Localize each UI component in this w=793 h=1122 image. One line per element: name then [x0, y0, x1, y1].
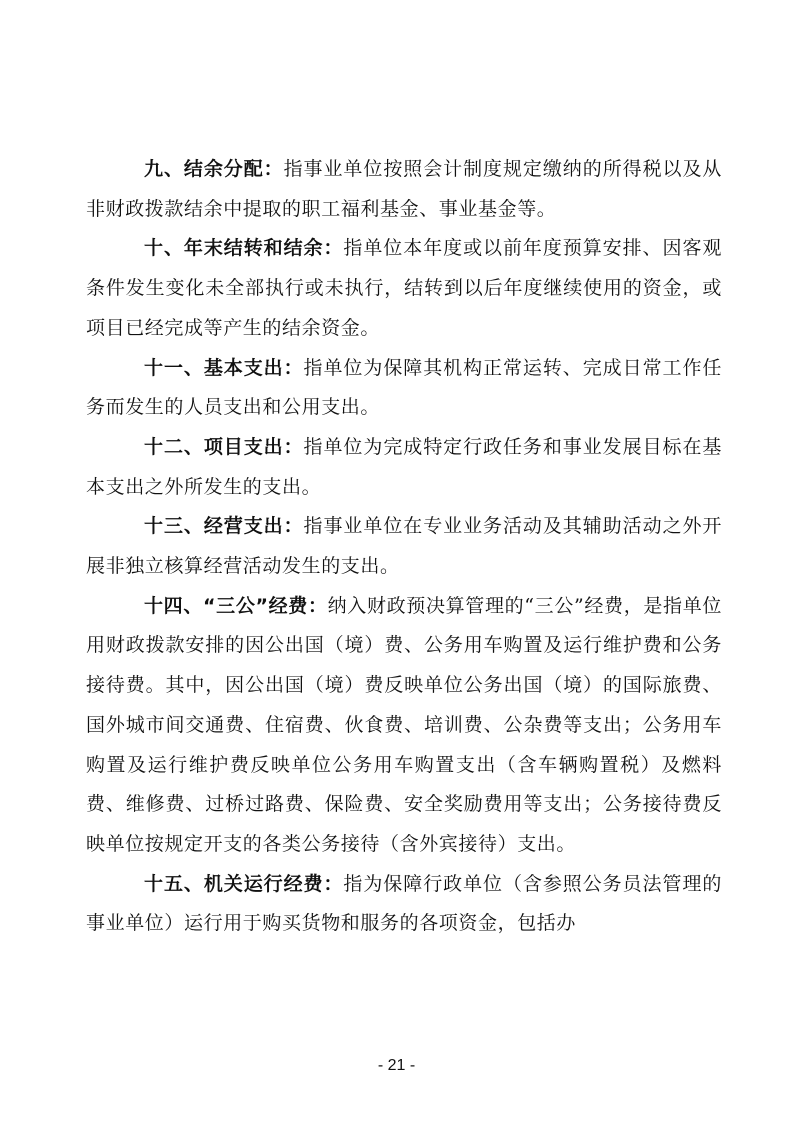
term-heading: 十、年末结转和结余：: [144, 237, 344, 260]
paragraph-text: 指为保障行政单位（含参照公务员法管理的事业单位）运行用于购买货物和服务的各项资金，包括办: [86, 872, 722, 935]
paragraph-project-expenditure: [86, 428, 722, 507]
page-number: - 21 -: [377, 1057, 416, 1074]
paragraph-text: 指单位本年度或以前年度预算安排、因客观条件发生变化未全部执行或未执行，结转到以后年度继续使用的资金，或项目已经完成等产生的结余资金。: [86, 237, 722, 339]
term-heading: 十四、“三公”经费：: [144, 594, 328, 617]
paragraph-text: 纳入财政预决算管理的“三公”经费，是指单位用财政拨款安排的因公出国（境）费、公务用车购置及运行维护费和公务接待费。其中，因公出国（境）费反映单位公务出国（境）的国际旅费、国外城市间交通费、住宿费、伙食费、培训费、公杂费等支出；公务用车购置及运行维护费反映单位公务用车购置支出（含车辆购置税）及燃料费、维修费、过桥过路费、保险费、安全奖励费用等支出；公务接待费反映单位按规定开支的各类公务接待（含外宾接待）支出。: [86, 594, 722, 855]
term-heading: 十五、机关运行经费：: [144, 872, 344, 895]
paragraph-text: 指单位为保障其机构正常运转、完成日常工作任务而发生的人员支出和公用支出。: [86, 356, 722, 419]
term-heading: 十二、项目支出：: [144, 435, 304, 458]
term-heading: 九、结余分配：: [144, 158, 284, 180]
paragraph-surplus-distribution: [86, 150, 722, 229]
paragraph-basic-expenditure: [86, 349, 722, 428]
document-body: [86, 150, 722, 944]
paragraph-operating-expenditure: [86, 507, 722, 586]
term-heading: 十三、经营支出：: [144, 515, 304, 538]
paragraph-text: 指单位为完成特定行政任务和事业发展目标在基本支出之外所发生的支出。: [86, 435, 722, 498]
paragraph-year-end-carryover: [86, 229, 722, 348]
paragraph-text: 指事业单位按照会计制度规定缴纳的所得税以及从非财政拨款结余中提取的职工福利基金、事业基金等。: [86, 158, 723, 220]
paragraph-agency-operating-funds: [86, 865, 722, 944]
term-heading: 十一、基本支出：: [144, 356, 304, 379]
paragraph-three-public-expenses: [86, 587, 722, 865]
paragraph-text: 指事业单位在专业业务活动及其辅助活动之外开展非独立核算经营活动发生的支出。: [86, 515, 722, 578]
